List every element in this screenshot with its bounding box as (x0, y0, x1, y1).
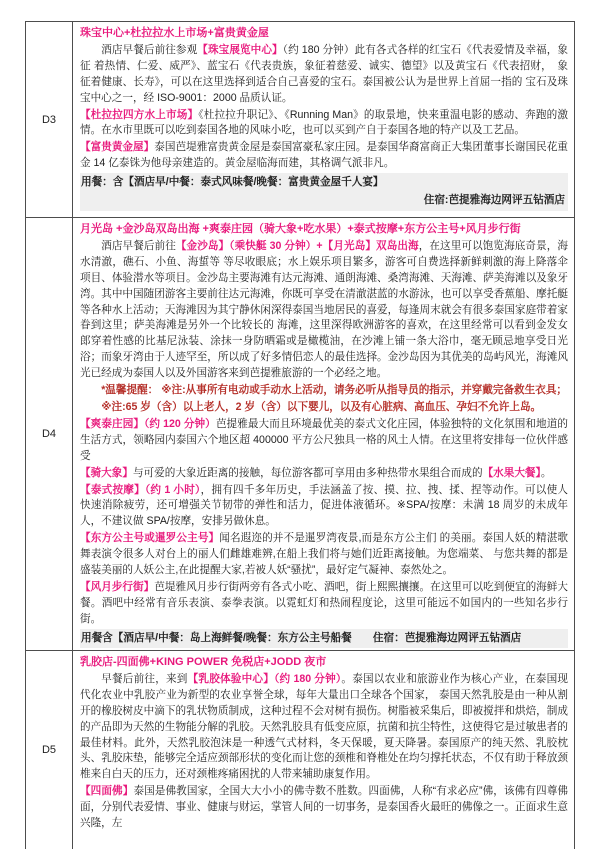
day-title (80, 26, 568, 42)
text-run: ※注:65 岁（含）以上老人，2 岁（含）以下婴儿，以及有心脏病、高血压、孕妇不允许上岛。 (101, 400, 542, 413)
text-run: 【爽泰庄园】（约 120 分钟） (80, 417, 216, 430)
table-row (26, 651, 574, 849)
warning-note (80, 383, 568, 399)
meal-lodging-line (80, 192, 568, 211)
content-cell (73, 22, 574, 217)
day-label: D5 (41, 744, 57, 756)
paragraph (80, 239, 568, 382)
text-run: 泰国芭堤雅富贵黄金屋是泰国富豪私家庄园。是泰国华裔富商正大集团董事长谢国民花重金 14 亿泰铢为他母亲建造的。黄金屋临海而建，其格调气派非凡。 (80, 141, 568, 170)
paragraph (80, 580, 568, 628)
text-run: *温馨提醒： ※注:从事所有电动或手动水上活动，请务必听从指导员的指示，并穿戴完备救生衣具； (101, 384, 568, 397)
meal-lodging-line (80, 173, 568, 192)
paragraph (80, 43, 568, 107)
text-run: 早餐后前往，来到 (101, 672, 188, 685)
text-run: 酒店早餐后前往 (101, 239, 176, 252)
text-run: 用餐：含【酒店早/中餐：泰式风味餐/晚餐：富贵黄金屋千人宴】 (81, 176, 384, 189)
text-run: 。泰国以农业和旅游业作为核心产业，在泰国现代化农业中乳胶产业为新型的农业享誉全球，每年大量出口全球各个国家， 泰国天然乳胶是由一种从割开的橡胶树皮中滴下的乳状物质制成，这种过程不会对树有损伤。树脂被采集后，即被搅拌和烘焙，制成的产品即为天然的生物能分解的乳胶。天然乳胶具有低变应原，抗菌和抗尘特性，这使得它是过敏患者的最佳材料。此外，天然乳胶泡沫是一种透气式材料，冬天保暖，夏天降暑。泰国原产的纯天然、乳胶枕头、乳胶床垫，能够完全适应颈部形状的变化而让您的颈椎和脊椎处在均匀撑托状态，不仅有助于释放颈椎来自白天的压力，还对颈椎疼痛困扰的人带来辅助康复作用。 (80, 672, 569, 781)
day-cell (26, 22, 73, 217)
text-run: 【富贵黄金屋】 (80, 141, 155, 154)
text-run: 【乳胶体验中心】（约 180 分钟） (187, 672, 342, 685)
paragraph (80, 466, 568, 482)
day-title (80, 655, 568, 671)
paragraph (80, 108, 568, 140)
day-label: D4 (41, 428, 57, 440)
text-run: 【水果大餐】 (482, 466, 541, 479)
itinerary-table (25, 21, 575, 849)
paragraph (80, 531, 568, 579)
text-run: ，拥有四千多年历史，手法涵盖了按、摸、拉、拽、揉、捏等动作。可以使人快速消除疲劳，还可增强关节韧带的弹性和活力，促进体液循环。※SPA/按摩：未满 18 周岁的未成年人，不建议做 SPA/按摩，安排另做休息。 (80, 483, 568, 528)
paragraph (80, 784, 568, 832)
paragraph (80, 483, 568, 531)
meal-lodging-line (80, 629, 568, 648)
paragraph (80, 140, 568, 172)
text-run: 《杜拉拉升职记》、《Running Man》的取景地，快来重温电影的感动、奔跑的激情。在水市里既可以吃到泰国各地的风味小吃，也可以买到产自于泰国各地的特产以及工艺品。 (80, 108, 568, 137)
content-cell (73, 218, 574, 650)
text-run: 住宿:芭提雅海边网评五钻酒店 (423, 194, 565, 207)
text-run: 。 (540, 466, 552, 479)
day-title (80, 222, 568, 238)
text-run: 【风月步行街】 (80, 580, 155, 593)
text-run: 【珠宝展览中心】 (197, 43, 283, 56)
text-run: 乳胶店-四面佛+KING POWER 免税店+JODD 夜市 (80, 656, 327, 668)
text-run: 【泰式按摩】（约 1 小时） (80, 483, 201, 496)
paragraph (80, 672, 568, 783)
text-run: 珠宝中心+杜拉拉水上市场+富贵黄金屋 (80, 27, 269, 39)
text-run: 芭堤雅风月步行街两旁有各式小吃、酒吧，街上熙熙攘攘。在这里可以吃到便宜的海鲜大餐。酒吧中经常有音乐表演、泰拳表演。以霓虹灯和热闹程度论，这里可能远不如国内的一些知名步行街。 (80, 580, 568, 625)
text-run: 【骑大象】 (80, 466, 133, 479)
text-run: 【杜拉拉四方水上市场】 (80, 108, 199, 121)
text-run: 泰国是佛教国家，全国大大小小的佛寺数不胜数。四面佛，人称“有求必应”佛，该佛有四尊佛面，分别代表爱情、事业、健康与财运，掌管人间的一切事务，是泰国香火最旺的佛像之一。正面求生意兴隆，左 (80, 785, 568, 830)
content-cell (73, 651, 574, 849)
text-run: 【金沙岛】（乘快艇 30 分钟）+【月光岛】双岛出海 (175, 239, 419, 252)
table-row (26, 218, 574, 651)
text-run: （约 180 分钟）此有各式各样的红宝石《代表爱情及幸福，象征 着热情、仁爱、威严》、蓝宝石《代表贵族，象征着慈爱、诚实、德望》以及黄宝石《代表招财， 象征着健康、长寿》，可以在这里选择到适合自己喜爱的宝石。泰国被公认为是世界上首屈一指的 宝石及珠宝中心之一，经 ISO-9001：2000 品质认证。 (80, 43, 569, 104)
text-run: 月光岛 +金沙岛双岛出海 +爽泰庄园（骑大象+吃水果）+泰式按摩+东方公主号+风月步行街 (80, 223, 521, 235)
day-cell (26, 218, 73, 650)
table-row (26, 22, 574, 218)
warning-note (80, 400, 568, 416)
text-run: 闻名遐迩的并不是暹罗湾夜景,而是东方公主们 的美丽。泰国人妖的精湛歌舞表演令很多人对台上的丽人们雌雄难辨,在船上我们将与她们近距离接触。为您端菜、 与您共舞的都是盛装美丽的人妖公主,在此提醒大家,若被人妖“骚扰”，最好定气凝神、泰然处之。 (80, 532, 569, 577)
text-run: 与可爱的大象近距离的接触，每位游客都可享用由多种热带水果组合而成的 (132, 466, 483, 479)
text-run: 【四面佛】 (80, 785, 134, 798)
day-cell (26, 651, 73, 849)
text-run: ，在这里可以饱览海底奇景，海水清澈，礁石、小鱼、海蜇等 等尽收眼底；水上娱乐项目繁多，游客可自费选择新鲜刺激的海上降落伞项目、体验潜水等项目。金沙岛主要海滩有达元海滩、通朗海滩、桑湾海滩、天海滩、萨美海滩以及象牙湾。其中中国随团游客主要前往达元海滩，你既可享受在清澈湛蓝的水游泳，也可以享受香蕉船、摩托艇等各种水上活动；天海滩因为其宁静休闲深得泰国当地居民的喜爱，每逢周末就会有很多泰国家庭带着家眷到这里；萨美海滩是另外一个比较长的 海滩，这里深得欧洲游客的喜欢，在这里经常可以看到金发女郎穿着性感的比基尼泳装、涂抹一身防晒霜或是橄榄油，在沙滩上铺一条大浴巾，毫无顾忌地享受日光浴；而象牙湾由于人迹罕至，所以成了好多情侣恋人的最佳选择。金沙岛因为其优美的岛屿风光，海滩风光已经成为泰国人以及外国游客来到芭提雅旅游的一个必经之地。 (80, 239, 569, 380)
text-run: 芭提雅最大而且环境最优美的泰式文化庄园，体验独特的文化氛围和地道的生活方式，领略园内泰国六个地区超 400000 平方公尺独具一格的风土人情。在这里将安排每一位伙伴感受 (80, 417, 569, 462)
day-label: D3 (41, 113, 57, 126)
paragraph (80, 417, 568, 465)
text-run: 【东方公主号或暹罗公主号】 (80, 532, 220, 545)
text-run: 酒店早餐后前往参观 (101, 43, 198, 56)
text-run: 用餐含【酒店早/中餐：岛上海鲜餐/晚餐：东方公主号船餐 住宿：芭提雅海边网评五钻酒店 (81, 631, 522, 644)
